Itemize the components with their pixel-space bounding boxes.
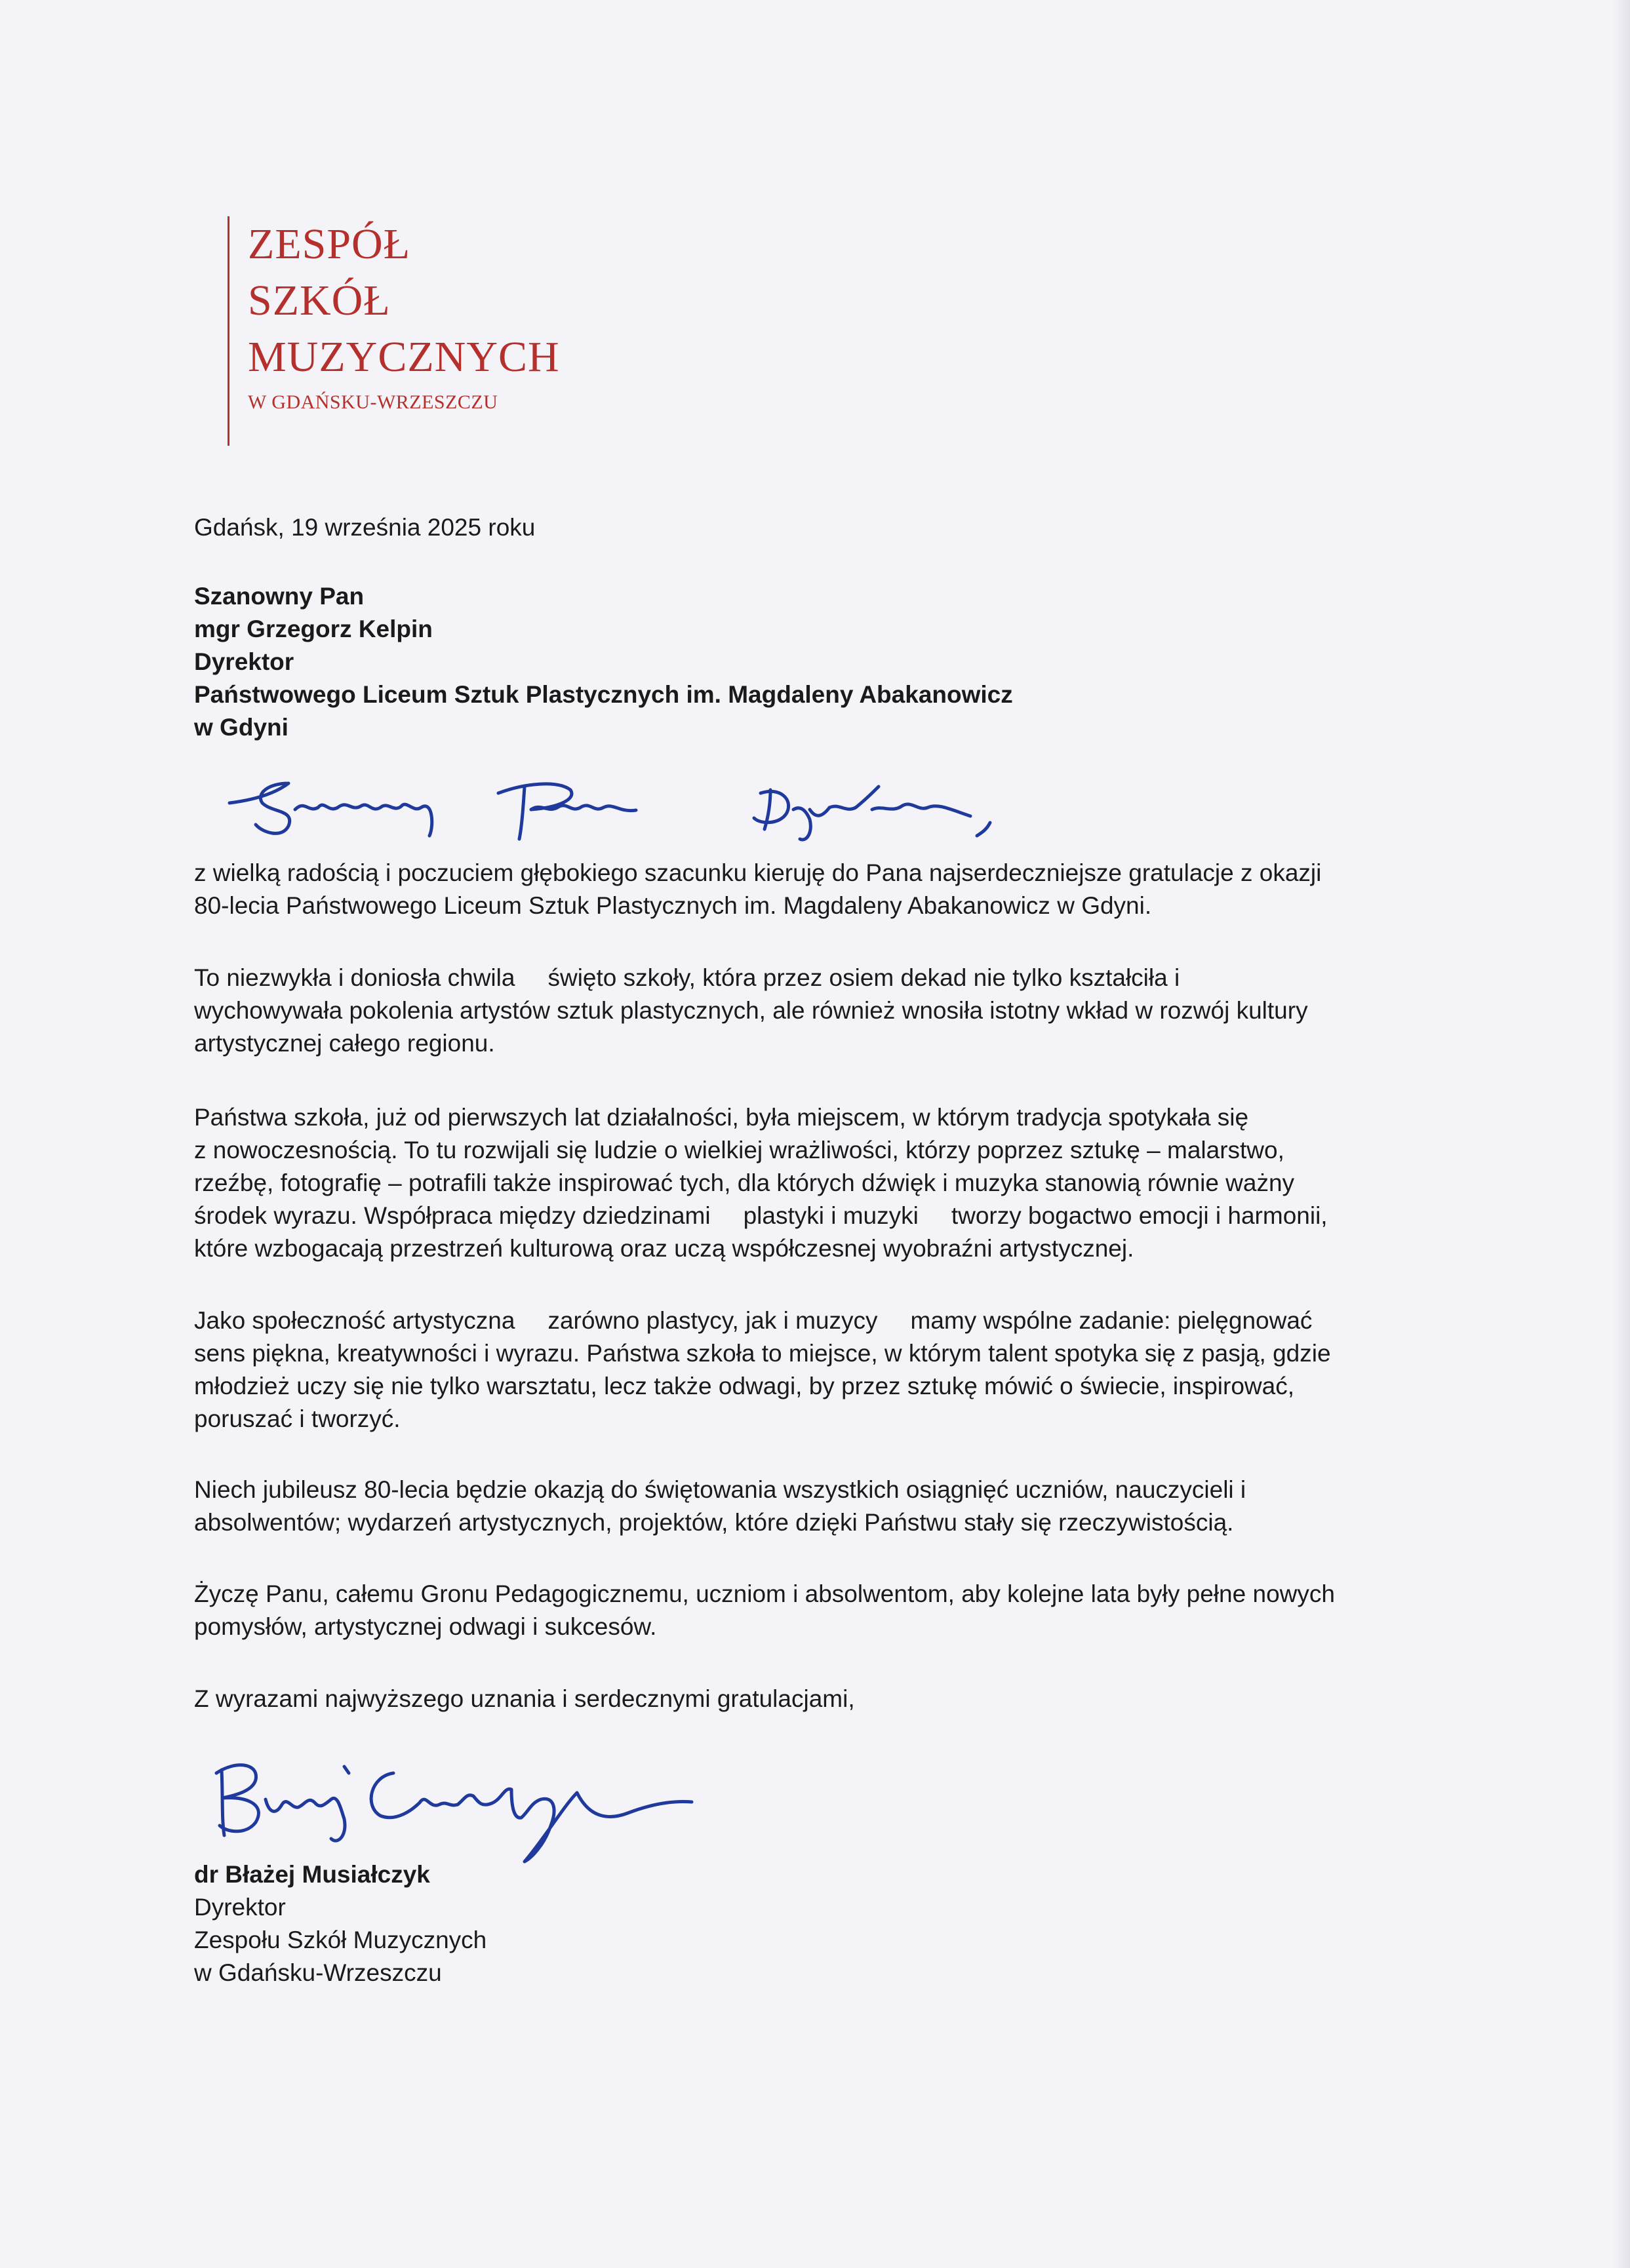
signature-city: w Gdańsku-Wrzeszczu xyxy=(194,1959,442,1986)
text-segment: mamy wspólne zadanie: pielęgnować xyxy=(910,1307,1313,1334)
signature-block xyxy=(194,1858,1440,1989)
paragraph-line: młodzież uczy się nie tylko warsztatu, lecz także odwagi, by przez sztukę mówić o świecie, inspirować, xyxy=(194,1373,1294,1399)
text-segment: zarówno plastycy, jak i muzycy xyxy=(547,1307,878,1334)
paragraph-line xyxy=(194,962,1440,994)
handwritten-signature xyxy=(203,1747,702,1871)
paragraph-line: 80-lecia Państwowego Liceum Sztuk Plastycznych im. Magdaleny Abakanowicz w Gdyni. xyxy=(194,892,1152,919)
letterhead-logo xyxy=(228,216,560,446)
paragraph-line: absolwentów; wydarzeń artystycznych, projektów, które dzięki Państwu stały się rzeczywistością. xyxy=(194,1509,1234,1536)
paragraph-line: z wielką radością i poczuciem głębokiego szacunku kieruję do Pana najserdeczniejsze gratulacje z okazji xyxy=(194,859,1322,886)
closing-line xyxy=(194,1683,1440,1715)
recipient-address xyxy=(194,580,1440,744)
paragraph-line: wychowywała pokolenia artystów sztuk plastycznych, ale również wnosiła istotny wkład w rozwój kultury xyxy=(194,997,1308,1024)
text-segment: Jako społeczność artystyczna xyxy=(194,1307,515,1334)
handwritten-greeting xyxy=(216,747,1016,846)
paragraph-line: Życzę Panu, całemu Gronu Pedagogicznemu, uczniom i absolwentom, aby kolejne lata były pełne nowych xyxy=(194,1580,1335,1607)
paragraph-line xyxy=(194,1200,1440,1232)
text-segment: święto szkoły, która przez osiem dekad nie tylko kształciła i xyxy=(547,964,1180,991)
date-line: Gdańsk, 19 września 2025 roku xyxy=(194,514,536,541)
paragraph-2 xyxy=(194,962,1440,1060)
paragraph-line: z nowoczesnością. To tu rozwijali się ludzie o wielkiej wrażliwości, którzy poprzez sztukę – malarstwo, xyxy=(194,1137,1284,1163)
paragraph-6 xyxy=(194,1578,1440,1643)
text-segment: tworzy bogactwo emocji i harmonii, xyxy=(951,1202,1328,1229)
paragraph-line: sens piękna, kreatywności i wyrazu. Państwa szkoła to miejsce, w którym talent spotyka się z pasją, gdzie xyxy=(194,1340,1331,1367)
paragraph-line: rzeźbę, fotografię – potrafili także inspirować tych, dla których dźwięk i muzyka stanowią równie ważny xyxy=(194,1169,1295,1196)
recipient-city: w Gdyni xyxy=(194,714,288,741)
text-segment: plastyki i muzyki xyxy=(743,1202,919,1229)
paragraph-line: Niech jubileusz 80-lecia będzie okazją do świętowania wszystkich osiągnięć uczniów, nauczycieli i xyxy=(194,1476,1246,1503)
paragraph-4 xyxy=(194,1304,1440,1436)
recipient-name: mgr Grzegorz Kelpin xyxy=(194,616,433,642)
recipient-role: Dyrektor xyxy=(194,648,294,675)
paragraph-line: Z wyrazami najwyższego uznania i serdecznymi gratulacjami, xyxy=(194,1685,855,1712)
letterhead-line-1: ZESPÓŁ xyxy=(248,220,411,268)
paragraph-line xyxy=(194,1304,1440,1337)
text-segment: środek wyrazu. Współpraca między dziedzinami xyxy=(194,1202,711,1229)
paragraph-3 xyxy=(194,1101,1440,1265)
paragraph-5 xyxy=(194,1474,1440,1539)
letterhead-line-3: MUZYCZNYCH xyxy=(248,333,560,381)
letter-date xyxy=(194,511,1440,544)
letterhead-line-2: SZKÓŁ xyxy=(248,277,391,324)
paragraph-1 xyxy=(194,857,1440,922)
recipient-institution: Państwowego Liceum Sztuk Plastycznych im. Magdaleny Abakanowicz xyxy=(194,681,1013,708)
letterhead-subtitle: W GDAŃSKU-WRZESZCZU xyxy=(248,391,498,413)
signature-name: dr Błażej Musiałczyk xyxy=(194,1861,430,1888)
paragraph-line: Państwa szkoła, już od pierwszych lat działalności, była miejscem, w którym tradycja spotykała się xyxy=(194,1104,1249,1131)
paragraph-line: które wzbogacają przestrzeń kulturową oraz uczą współczesnej wyobraźni artystycznej. xyxy=(194,1235,1134,1262)
signature-institution: Zespołu Szkół Muzycznych xyxy=(194,1926,487,1953)
page-edge xyxy=(1613,0,1630,2268)
signature-role: Dyrektor xyxy=(194,1894,286,1921)
paragraph-line: pomysłów, artystycznej odwagi i sukcesów. xyxy=(194,1613,657,1640)
paragraph-line: poruszać i tworzyć. xyxy=(194,1405,401,1432)
recipient-salutation: Szanowny Pan xyxy=(194,583,365,610)
text-segment: To niezwykła i doniosła chwila xyxy=(194,964,515,991)
paragraph-line: artystycznej całego regionu. xyxy=(194,1030,495,1057)
